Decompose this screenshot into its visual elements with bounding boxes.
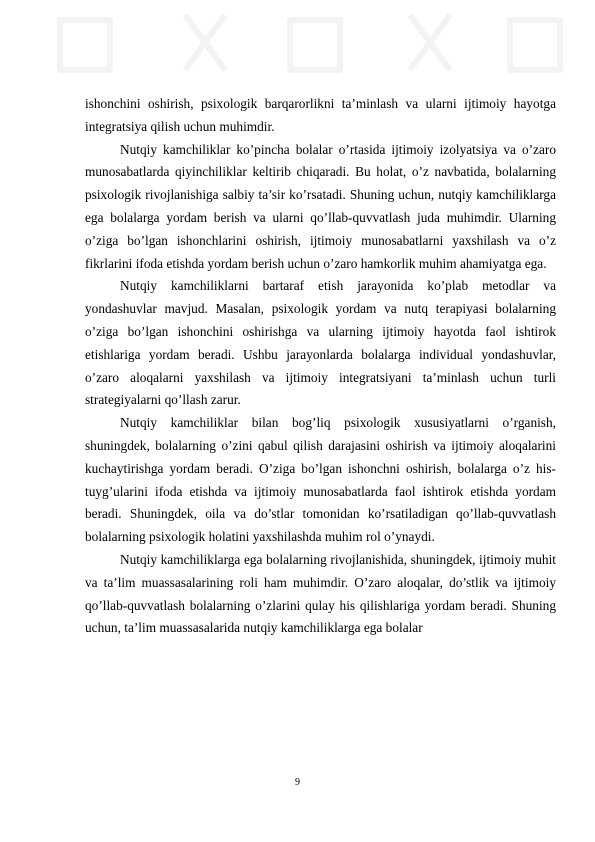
paragraph-continuation: ishonchini oshirish, psixologik barqarorlikni ta’minlash va ularni ijtimoiy hayotga integratsiya qilish uchun muhimdir.	[85, 96, 556, 134]
page-number: 9	[295, 777, 300, 788]
paragraph: Nutqiy kamchiliklar bilan bog’liq psixologik xususiyatlarni o’rganish, shuningdek, bolalarning o’zini qabul qilish darajasini oshirish va ijtimoiy aloqalarini kuchaytirishga yordam beradi. O’ziga bo’lgan ishonchni oshirish, bolalarga o’z his-tuyg’ularini ifoda etishda va ijtimoiy munosabatlarda faol ishtirok etishda yordam beradi. Shuningdek, oila va do’stlar tomonidan ko’rsatiladigan qo’llab-quvvatlash bolalarning psixologik holatini yaxshilashda muhim rol o’ynaydi.	[85, 415, 556, 545]
paragraph: Nutqiy kamchiliklar ko’pincha bolalar o’rtasida ijtimoiy izolyatsiya va o’zaro munosabatlarda qiyinchiliklar keltirib chiqaradi. Bu holat, o’z navbatida, bolalarning psixologik rivojlanishiga salbiy ta’sir ko’rsatadi. Shuning uchun, nutqiy kamchiliklarga ega bolalarga yordam berish va ularni qo’llab-quvvatlash juda muhimdir. Ularning o’ziga bo’lgan ishonchlarini oshirish, ijtimoiy munosabatlarni yaxshilash va o’z fikrlarini ifoda etishda yordam berish uchun o’zaro hamkorlik muhim ahamiyatga ega.	[85, 141, 556, 271]
document-body	[85, 93, 556, 640]
paragraph: Nutqiy kamchiliklarni bartaraf etish jarayonida ko’plab metodlar va yondashuvlar mavjud. Masalan, psixologik yordam va nutq terapiyasi bolalarning o’ziga bo’lgan ishonchini oshirishga va ularning ijtimoiy hayotda faol ishtirok etishlariga yordam beradi. Ushbu jarayonlarda bolalarga individual yondashuvlar, o’zaro aloqalarni yaxshilash va ijtimoiy integratsiyani ta’minlash uchun turli strategiyalarni qo’llash zarur.	[85, 278, 556, 408]
paragraph: Nutqiy kamchiliklarga ega bolalarning rivojlanishida, shuningdek, ijtimoiy muhit va ta’lim muassasalarining roli ham muhimdir. O’zaro aloqalar, do’stlik va ijtimoiy qo’llab-quvvatlash bolalarning o’zlarini qulay his qilishlariga yordam beradi. Shuning uchun, ta’lim muassasalarida nutqiy kamchiliklarga ega bolalar	[85, 551, 556, 636]
